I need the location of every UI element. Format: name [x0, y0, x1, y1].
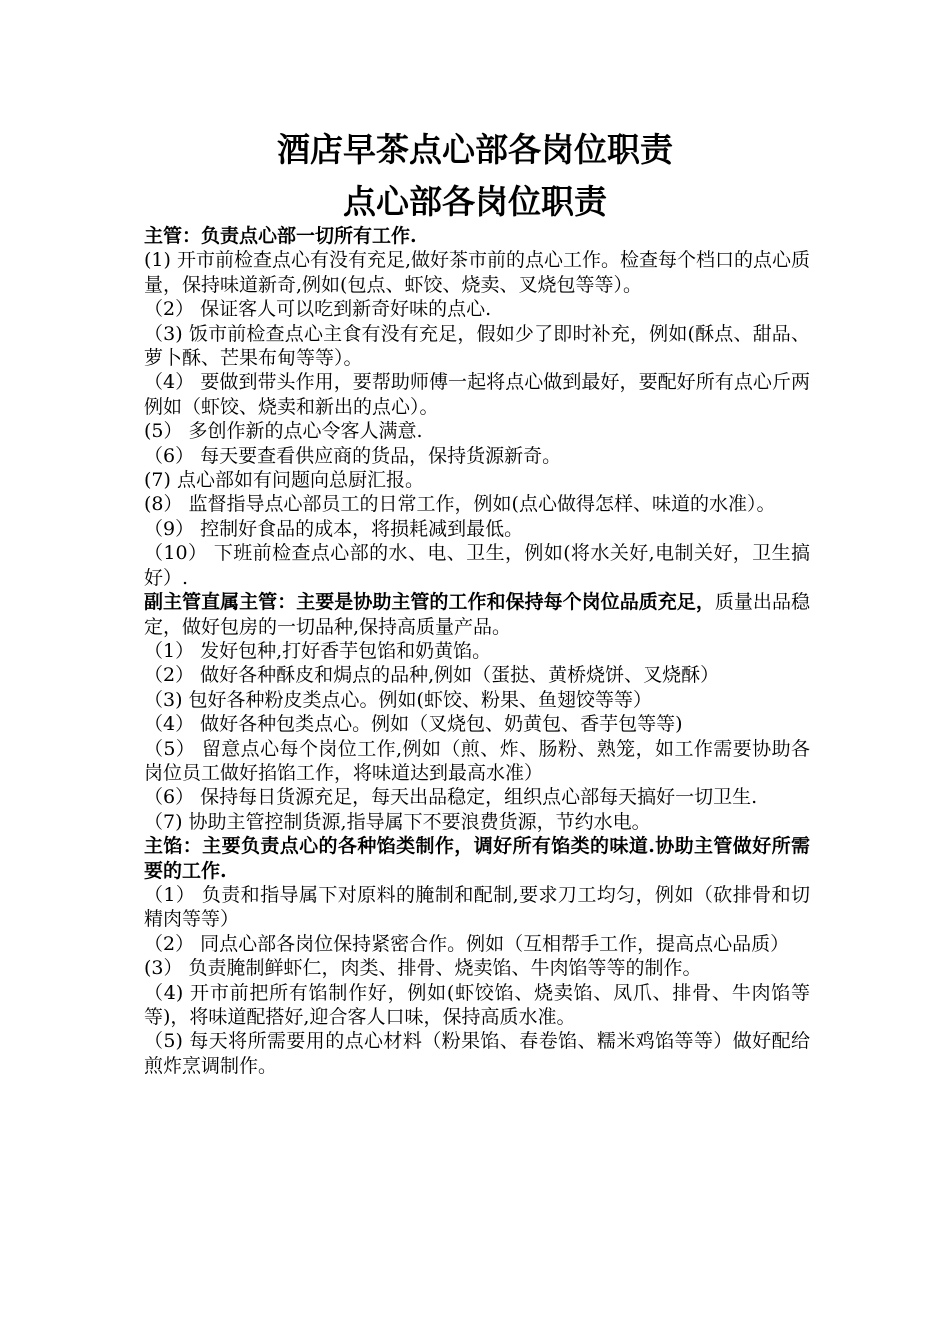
- list-item: （9） 控制好食品的成本，将损耗减到最低。: [144, 517, 524, 540]
- list-item: （5） 留意点心每个岗位工作,例如（煎、炸、肠粉、熟笼，如工作需要协助各岗位员工做好掐馅工作，将味道达到最高水准）: [144, 737, 810, 784]
- list-item: （2） 做好各种酥皮和焗点的品种,例如（蛋挞、黄桥烧饼、叉烧酥）: [144, 664, 720, 687]
- section-heading-deputy-bold: 副主管直属主管：主要是协助主管的工作和保持每个岗位品质充足，: [144, 591, 715, 614]
- list-item: （3) 包好各种粉皮类点心。例如(虾饺、粉果、鱼翅饺等等）: [144, 688, 652, 711]
- document-subtitle: 点心部各岗位职责: [343, 182, 607, 221]
- list-item: （2） 保证客人可以吃到新奇好味的点心.: [144, 298, 492, 321]
- list-item: （6） 保持每日货源充足，每天出品稳定，组织点心部每天搞好一切卫生.: [144, 786, 758, 809]
- list-item: （7) 协助主管控制货源,指导属下不要浪费货源，节约水电。: [144, 810, 651, 833]
- list-item: (8） 监督指导点心部员工的日常工作，例如(点心做得怎样、味道的水准）。: [144, 493, 776, 516]
- list-item: （4) 开市前把所有馅制作好，例如(虾饺馅、烧卖馅、凤爪、排骨、牛肉馅等等)，将味道配搭好,迎合客人口味，保持高质水准。: [144, 981, 810, 1028]
- section-heading-deputy-rest: 质量出品稳定，做好包房的一切品种,保持高质量产品。: [144, 591, 810, 638]
- section-heading-supervisor: 主管：负责点心部一切所有工作.: [144, 225, 417, 247]
- list-item: （1） 负责和指导属下对原料的腌制和配制,要求刀工均匀，例如（砍排骨和切精肉等等）: [144, 883, 810, 931]
- list-item: （2） 同点心部各岗位保持紧密合作。例如（互相帮手工作，提高点心品质）: [144, 932, 790, 955]
- section-heading-deputy: [144, 590, 810, 639]
- section-heading-filling: 主馅：主要负责点心的各种馅类制作，调好所有馅类的味道.协助主管做好所需要的工作.: [144, 835, 810, 882]
- list-item: （3) 饭市前检查点心主食有没有充足，假如少了即时补充，例如(酥点、甜品、萝卜酥、芒果布甸等等）。: [144, 322, 810, 370]
- document-title: 酒店早茶点心部各岗位职责: [277, 130, 673, 169]
- document-body: [144, 224, 810, 1078]
- list-item: （10） 下班前检查点心部的水、电、卫生，例如(将水关好,电制关好，卫生搞好）.: [144, 542, 810, 589]
- list-item: （5) 每天将所需要用的点心材料（粉果馅、春卷馅、糯米鸡馅等等）做好配给煎炸烹调制作。: [144, 1030, 810, 1077]
- list-item: （4） 要做到带头作用，要帮助师傅一起将点心做到最好，要配好所有点心斤两例如（虾饺、烧卖和新出的点心）。: [144, 371, 810, 418]
- list-item: (7) 点心部如有问题向总厨汇报。: [144, 469, 424, 492]
- list-item: (1) 开市前检查点心有没有充足,做好茶市前的点心工作。检查每个档口的点心质量，保持味道新奇,例如(包点、虾饺、烧卖、叉烧包等等）。: [144, 249, 810, 296]
- list-item: （1） 发好包种,打好香芋包馅和奶黄馅。: [144, 639, 492, 662]
- list-item: (5） 多创作新的点心令客人满意.: [144, 420, 423, 443]
- list-item: (3） 负责腌制鲜虾仁，肉类、排骨、烧卖馅、牛肉馅等等的制作。: [144, 957, 702, 980]
- list-item: （6） 每天要查看供应商的货品，保持货源新奇。: [144, 444, 562, 467]
- list-item: （4） 做好各种包类点心。例如（叉烧包、奶黄包、香芋包等等): [144, 713, 683, 736]
